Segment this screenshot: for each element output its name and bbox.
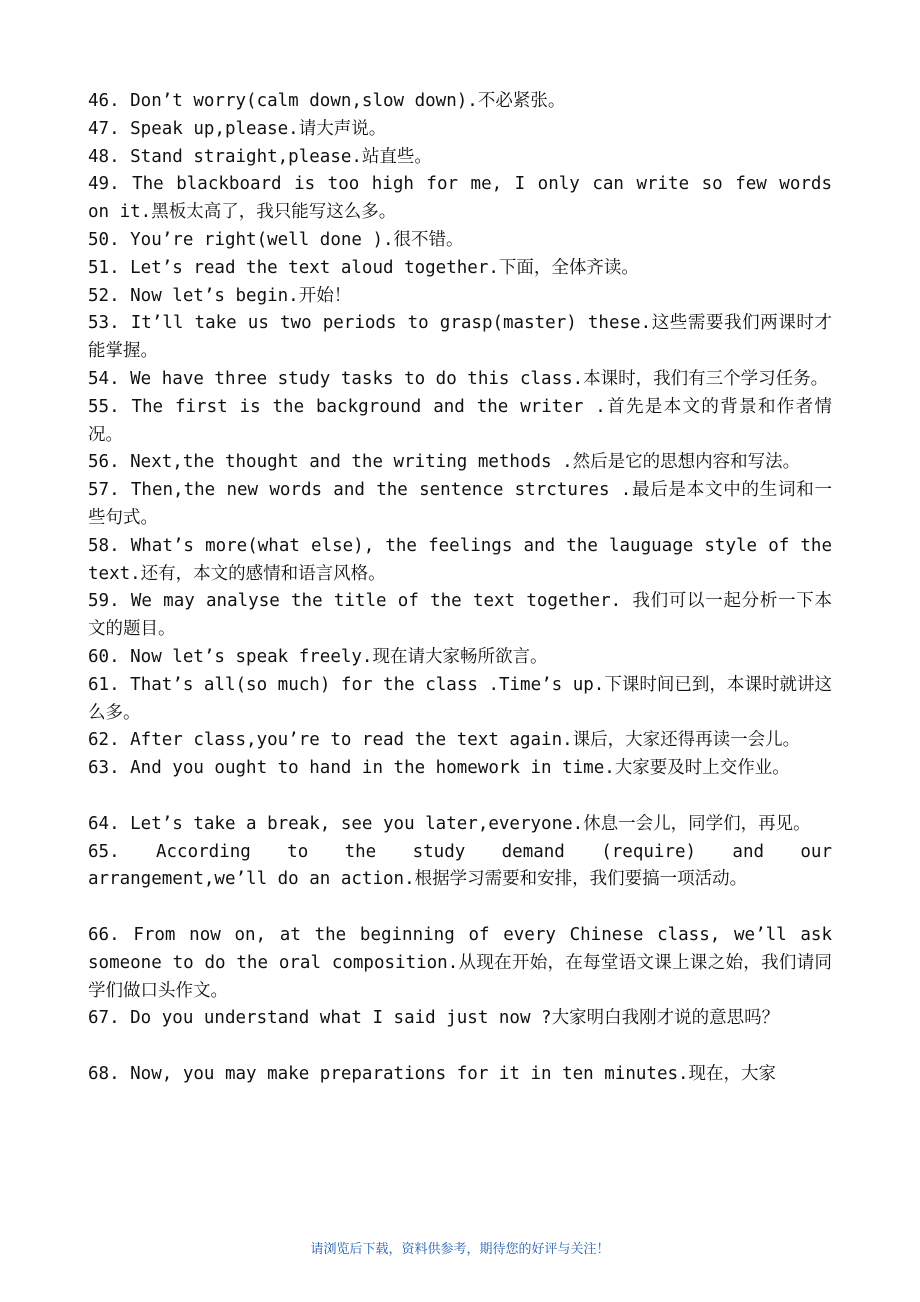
text-line: 55. The first is the background and the writer .首先是本文的背景和作者情况。 bbox=[88, 396, 832, 445]
blank-line bbox=[88, 1033, 832, 1061]
text-line: 60. Now let’s speak freely.现在请大家畅所欲言。 bbox=[88, 646, 548, 667]
text-line: 53. It’ll take us two periods to grasp(master) these.这些需要我们两课时才能掌握。 bbox=[88, 313, 832, 362]
text-line: 54. We have three study tasks to do this class.本课时，我们有三个学习任务。 bbox=[88, 368, 829, 389]
page-footer: 请浏览后下载，资料供参考，期待您的好评与关注！ bbox=[310, 1242, 610, 1257]
text-line: 48. Stand straight,please.站直些。 bbox=[88, 146, 432, 167]
text-line: 64. Let’s take a break, see you later,everyone.休息一会儿，同学们，再见。 bbox=[88, 813, 811, 834]
blank-line bbox=[88, 894, 832, 922]
text-line: 49. The blackboard is too high for me, I only can write so few words on it.黑板太高了，我只能写这么多。 bbox=[88, 174, 843, 223]
blank-line bbox=[88, 783, 832, 811]
text-line: 68. Now, you may make preparations for it in ten minutes.现在，大家 bbox=[88, 1063, 777, 1084]
text-line: 66. From now on, at the beginning of every Chinese class, we’ll ask someone to do the oral composition.从现在开始，在每堂语文课上课之始，我们请同学们做口头作文。 bbox=[88, 924, 843, 1001]
text-line: 52. Now let’s begin.开始！ bbox=[88, 285, 352, 306]
text-line: 63. And you ought to hand in the homework in time.大家要及时上交作业。 bbox=[88, 758, 790, 779]
text-line: 56. Next,the thought and the writing methods .然后是它的思想内容和写法。 bbox=[88, 452, 801, 473]
text-line: 67. Do you understand what I said just now ?大家明白我刚才说的意思吗？ bbox=[88, 1008, 780, 1029]
text-line: 61. That’s all(so much) for the class .Time’s up.下课时间已到，本课时就讲这么多。 bbox=[88, 674, 832, 723]
document-body bbox=[88, 88, 843, 1089]
text-line: 62. After class,you’re to read the text again.课后，大家还得再读一会儿。 bbox=[88, 730, 801, 751]
text-line: 58. What’s more(what else), the feelings and the lauguage style of the text.还有，本文的感情和语言风格。 bbox=[88, 535, 843, 584]
text-line: 50. You’re right(well done ).很不错。 bbox=[88, 229, 464, 250]
text-line: 46. Don’t worry(calm down,slow down).不必紧张。 bbox=[88, 91, 566, 111]
text-line: 65. According to the study demand (require) and our arrangement,we’ll do an action.根据学习需要和安排，我们要搞一项活动。 bbox=[88, 841, 843, 890]
text-line: 59. We may analyse the title of the text together. 我们可以一起分析一下本文的题目。 bbox=[88, 591, 832, 640]
text-line: 57. Then,the new words and the sentence strctures .最后是本文中的生词和一些句式。 bbox=[88, 480, 832, 528]
text-line: 51. Let’s read the text aloud together.下面，全体齐读。 bbox=[88, 257, 639, 278]
text-line: 47. Speak up,please.请大声说。 bbox=[88, 118, 387, 139]
